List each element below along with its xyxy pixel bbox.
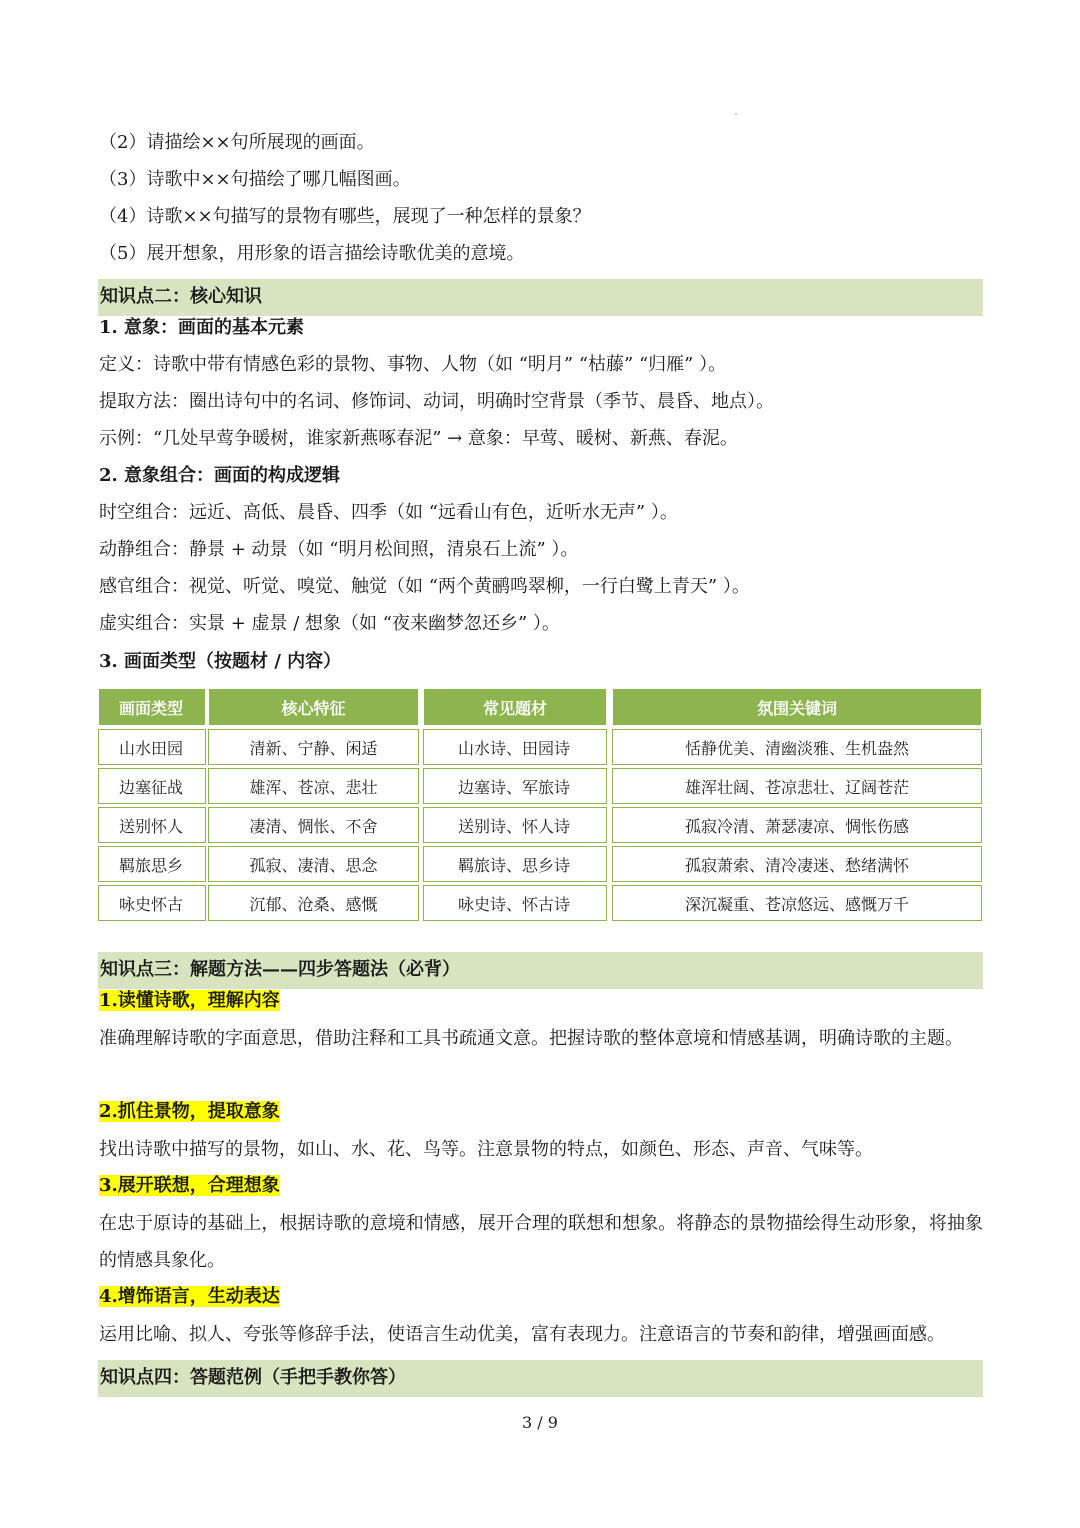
table-cell: 送别怀人 bbox=[98, 807, 206, 843]
step-text: 在忠于原诗的基础上，根据诗歌的意境和情感，展开合理的联想和想象。将静态的景物描绘得生动形象，将抽象的情感具象化。 bbox=[99, 1213, 983, 1271]
step-text: 找出诗歌中描写的景物，如山、水、花、鸟等。注意景物的特点，如颜色、形态、声音、气味等。 bbox=[99, 1139, 873, 1160]
table-cell: 羁旅诗、思乡诗 bbox=[423, 846, 607, 882]
table-cell: 送别诗、怀人诗 bbox=[423, 807, 607, 843]
body-line: 感官组合：视觉、听觉、嗅觉、触觉（如 “两个黄鹂鸣翠柳，一行白鹭上青天” ）。 bbox=[99, 576, 750, 597]
table-cell: 边塞征战 bbox=[98, 768, 206, 804]
question-line: （3）诗歌中××句描绘了哪几幅图画。 bbox=[99, 169, 411, 190]
body-line: 动静组合：静景 + 动景（如 “明月松间照，清泉石上流” ）。 bbox=[99, 539, 579, 560]
table-header-cell: 氛围关键词 bbox=[612, 688, 982, 726]
section-heading-band bbox=[98, 279, 983, 316]
section2-title: 知识点二：核心知识 bbox=[100, 286, 262, 307]
step-heading: 4.增饰语言，生动表达 bbox=[99, 1286, 280, 1307]
table-cell: 沉郁、沧桑、感慨 bbox=[208, 885, 419, 921]
table-cell: 边塞诗、军旅诗 bbox=[423, 768, 607, 804]
table-cell: 羁旅思乡 bbox=[98, 846, 206, 882]
table-cell: 清新、宁静、闲适 bbox=[208, 729, 419, 765]
table-cell: 孤寂萧索、清冷凄迷、愁绪满怀 bbox=[612, 846, 982, 882]
step-text: 运用比喻、拟人、夸张等修辞手法，使语言生动优美，富有表现力。注意语言的节奏和韵律，增强画面感。 bbox=[99, 1324, 945, 1345]
question-line: （5）展开想象，用形象的语言描绘诗歌优美的意境。 bbox=[99, 243, 525, 264]
section-heading-band bbox=[98, 952, 983, 989]
body-line: 提取方法：圈出诗句中的名词、修饰词、动词，明确时空背景（季节、晨昏、地点）。 bbox=[99, 391, 774, 412]
table-cell: 咏史怀古 bbox=[98, 885, 206, 921]
page-number: 3 / 9 bbox=[522, 1413, 558, 1432]
step-heading: 2.抓住景物，提取意象 bbox=[99, 1101, 280, 1122]
table-cell: 孤寂、凄清、思念 bbox=[208, 846, 419, 882]
table-header-cell: 画面类型 bbox=[98, 688, 206, 726]
table-cell: 咏史诗、怀古诗 bbox=[423, 885, 607, 921]
picture-type-table bbox=[98, 688, 984, 921]
step-heading: 1.读懂诗歌，理解内容 bbox=[99, 990, 280, 1011]
body-line: 示例：“几处早莺争暖树，谁家新燕啄春泥” → 意象：早莺、暖树、新燕、春泥。 bbox=[99, 428, 738, 449]
table-cell: 雄浑、苍凉、悲壮 bbox=[208, 768, 419, 804]
section4-title: 知识点四：答题范例（手把手教你答） bbox=[100, 1367, 406, 1388]
question-line: （4）诗歌××句描写的景物有哪些，展现了一种怎样的景象？ bbox=[99, 206, 591, 227]
subheading: 2. 意象组合：画面的构成逻辑 bbox=[99, 465, 341, 486]
table-cell: 山水诗、田园诗 bbox=[423, 729, 607, 765]
table-header-cell: 常见题材 bbox=[423, 688, 607, 726]
table-header-cell: 核心特征 bbox=[208, 688, 419, 726]
step-heading: 3.展开联想，合理想象 bbox=[99, 1175, 280, 1196]
section-heading-band bbox=[98, 1360, 983, 1397]
question-line: （2）请描绘××句所展现的画面。 bbox=[99, 132, 375, 153]
table-cell: 孤寂冷清、萧瑟凄凉、惆怅伤感 bbox=[612, 807, 982, 843]
section3-title: 知识点三：解题方法——四步答题法（必背） bbox=[100, 959, 460, 980]
speck bbox=[735, 113, 737, 115]
subheading: 1. 意象：画面的基本元素 bbox=[99, 317, 305, 338]
body-line: 时空组合：远近、高低、晨昏、四季（如 “远看山有色，近听水无声” ）。 bbox=[99, 502, 678, 523]
table-cell: 深沉凝重、苍凉悠远、感慨万千 bbox=[612, 885, 982, 921]
table-cell: 凄清、惆怅、不舍 bbox=[208, 807, 419, 843]
body-line: 虚实组合：实景 + 虚景 / 想象（如 “夜来幽梦忽还乡” ）。 bbox=[99, 613, 560, 634]
step-text: 准确理解诗歌的字面意思，借助注释和工具书疏通文意。把握诗歌的整体意境和情感基调，明确诗歌的主题。 bbox=[99, 1028, 963, 1049]
body-line: 定义：诗歌中带有情感色彩的景物、事物、人物（如 “明月” “枯藤” “归雁” ）。 bbox=[99, 354, 727, 375]
table-cell: 雄浑壮阔、苍凉悲壮、辽阔苍茫 bbox=[612, 768, 982, 804]
table-cell: 山水田园 bbox=[98, 729, 206, 765]
table-cell: 恬静优美、清幽淡雅、生机盎然 bbox=[612, 729, 982, 765]
subheading: 3. 画面类型（按题材 / 内容） bbox=[99, 651, 342, 672]
